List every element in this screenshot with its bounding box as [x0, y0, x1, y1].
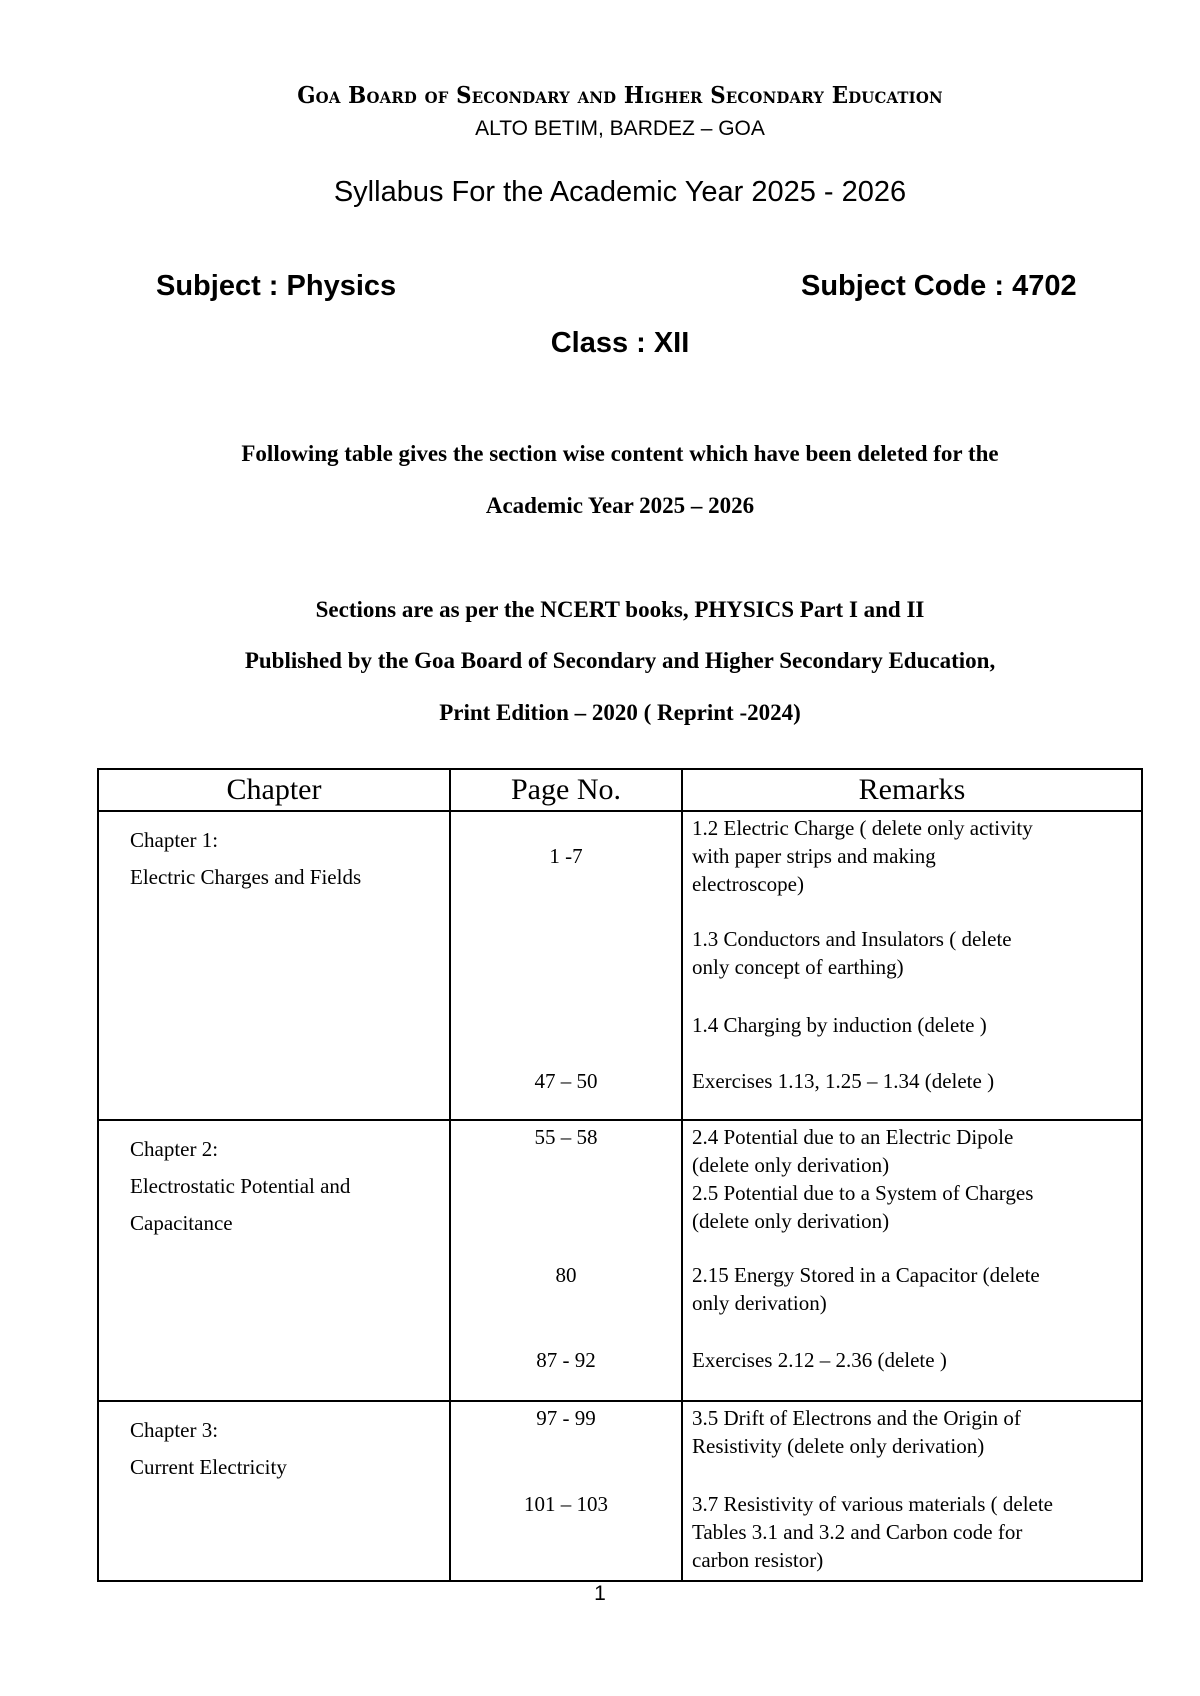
remark-line: 2.15 Energy Stored in a Capacitor (delete	[692, 1263, 1040, 1287]
table-header-row	[98, 769, 1142, 811]
page-range: 97 - 99	[536, 1406, 596, 1430]
page-range: 80	[555, 1263, 577, 1287]
syllabus-title: Syllabus For the Academic Year 2025 - 2026	[333, 176, 907, 208]
class-label: Class : XII	[550, 327, 690, 359]
remark	[692, 1067, 1133, 1095]
remark-line: 2.4 Potential due to an Electric Dipole	[692, 1125, 1014, 1149]
remark	[692, 1123, 1133, 1235]
table-row	[98, 1120, 1142, 1401]
chapter-title: Capacitance	[130, 1211, 233, 1235]
header-chapter: Chapter	[98, 769, 450, 811]
chapter-number: Chapter 3:	[130, 1418, 219, 1442]
chapter-cell	[98, 811, 450, 1120]
remark-line: only concept of earthing)	[692, 955, 904, 979]
header-page-no: Page No.	[450, 769, 682, 811]
page-range: 101 – 103	[524, 1492, 608, 1516]
remark-line: 1.4 Charging by induction (delete )	[692, 1013, 987, 1037]
table-row	[98, 811, 1142, 1120]
remarks-cell	[682, 811, 1142, 1120]
table-row	[98, 1401, 1142, 1581]
remark	[692, 1490, 1133, 1574]
remark-line: carbon resistor)	[692, 1548, 824, 1572]
remark	[692, 925, 1133, 981]
chapter-title: Current Electricity	[130, 1455, 287, 1479]
remark-line: 1.2 Electric Charge ( delete only activity	[692, 816, 1033, 840]
page-range: 1 -7	[549, 844, 583, 868]
remark	[692, 1261, 1133, 1317]
intro-line-1: Following table gives the section wise content which have been deleted for the	[241, 441, 999, 466]
chapter-cell	[98, 1120, 450, 1401]
pages-cell	[450, 1120, 682, 1401]
chapter-number: Chapter 2:	[130, 1137, 219, 1161]
remark-line: only derivation)	[692, 1291, 827, 1315]
remark	[692, 814, 1133, 898]
remark-line: Tables 3.1 and 3.2 and Carbon code for	[692, 1520, 1023, 1544]
remark-line: Exercises 1.13, 1.25 – 1.34 (delete )	[692, 1069, 995, 1093]
remark-line: (delete only derivation)	[692, 1209, 890, 1233]
remark	[692, 1011, 1133, 1039]
remarks-cell	[682, 1401, 1142, 1581]
remark-line: electroscope)	[692, 872, 804, 896]
remarks-cell	[682, 1120, 1142, 1401]
syllabus-table	[97, 768, 1143, 1582]
intro-line-3: Sections are as per the NCERT books, PHYSICS Part I and II	[315, 597, 925, 622]
header-remarks: Remarks	[682, 769, 1142, 811]
remark	[692, 1346, 1133, 1374]
intro-line-5: Print Edition – 2020 ( Reprint -2024)	[439, 700, 801, 725]
page-number: 1	[594, 1582, 606, 1605]
remark-line: Exercises 2.12 – 2.36 (delete )	[692, 1348, 947, 1372]
remark-line: 3.7 Resistivity of various materials ( delete	[692, 1492, 1053, 1516]
subject-label: Subject : Physics	[156, 270, 397, 302]
board-address: ALTO BETIM, BARDEZ – GOA	[475, 117, 765, 140]
pages-cell	[450, 811, 682, 1120]
remark-line: 2.5 Potential due to a System of Charges	[692, 1181, 1034, 1205]
remark-line: with paper strips and making	[692, 844, 936, 868]
page-range: 55 – 58	[534, 1125, 598, 1149]
remark-line: 1.3 Conductors and Insulators ( delete	[692, 927, 1012, 951]
board-title: Goa Board of Secondary and Higher Secondary Education	[297, 82, 943, 109]
intro-line-2: Academic Year 2025 – 2026	[485, 493, 755, 518]
remark-line: 3.5 Drift of Electrons and the Origin of	[692, 1406, 1021, 1430]
chapter-number: Chapter 1:	[130, 828, 219, 852]
page-range: 47 – 50	[534, 1069, 598, 1093]
chapter-cell	[98, 1401, 450, 1581]
page-range: 87 - 92	[536, 1348, 596, 1372]
chapter-title: Electrostatic Potential and	[130, 1174, 351, 1198]
remark	[692, 1404, 1133, 1460]
intro-line-4: Published by the Goa Board of Secondary and Higher Secondary Education,	[244, 648, 996, 673]
remark-line: (delete only derivation)	[692, 1153, 890, 1177]
remark-line: Resistivity (delete only derivation)	[692, 1434, 985, 1458]
subject-code: Subject Code : 4702	[801, 270, 1077, 302]
chapter-title: Electric Charges and Fields	[130, 865, 362, 889]
pages-cell	[450, 1401, 682, 1581]
